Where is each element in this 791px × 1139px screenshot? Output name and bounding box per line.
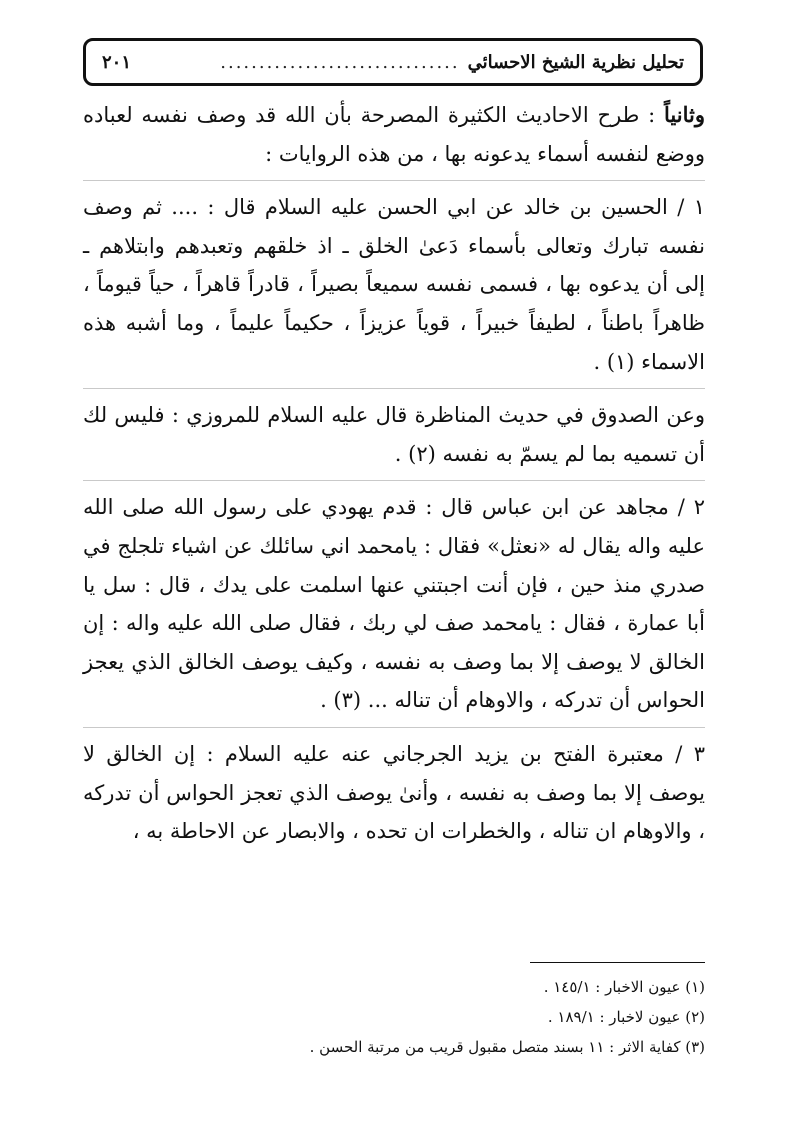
paragraph-intro (83, 96, 705, 173)
paragraph-text: ١ / الحسين بن خالد عن ابي الحسن عليه السلام قال : .... ثم وصف نفسه تبارك وتعالى بأسماء دَعىٰ الخلق ـ اذ خلقهم وتعبدهم وابتلاهم ـ إلى أن يدعوه بها ، فسمى نفسه سميعاً بصيراً ، قادراً قاهراً ، حياً قيوماً ، ظاهراً باطناً ، لطيفاً خبيراً ، قوياً عزيزاً ، حكيماً عليماً ، وما أشبه هذه الاسماء (١) . (83, 195, 705, 374)
footnote-2: (٢) عيون لاخبار : ١٨٩/١ . (547, 1008, 705, 1026)
page-number: ٢٠١ (102, 51, 132, 73)
running-header (83, 38, 703, 86)
paragraph-text: : طرح الاحاديث الكثيرة المصرحة بأن الله قد وصف نفسه لعباده ووضع لنفسه أسماء يدعونه بها ، من هذه الروايات : (83, 103, 705, 166)
header-title: تحليل نظرية الشيخ الاحسائي (467, 51, 684, 73)
paragraph-narration-2 (83, 480, 705, 720)
paragraph-text: ٢ / مجاهد عن ابن عباس قال : قدم يهودي على رسول الله صلى الله عليه واله يقال له «نعثل» فقال : يامحمد اني سائلك عن اشياء تلجلج في صدري منذ حين ، فإن أنت اجبتني عنها اسلمت على يدك ، قال : سل يا أبا عمارة ، فقال : يامحمد صف لي ربك ، فقال صلى الله عليه واله : إن الخالق لا يوصف إلا بما وصف به نفسه ، وكيف يوصف الخالق الذي يعجز الحواس أن تدركه ، والاوهام أن تناله ... (٣) . (83, 495, 705, 713)
paragraph-saduq (83, 388, 705, 473)
footnotes (83, 972, 705, 1062)
paragraph-text: ٣ / معتبرة الفتح بن يزيد الجرجاني عنه عليه السلام : إن الخالق لا يوصف إلا بما وصف به نفسه ، وأنىٰ يوصف الذي تعجز الحواس أن تدركه ، والاوهام ان تناله ، والخطرات ان تحده ، والابصار عن الاحاطة به ، (83, 741, 705, 844)
paragraph-lead: وثانياً (664, 102, 705, 127)
footnote-3: (٣) كفاية الاثر : ١١ بسند متصل مقبول قريب من مرتبة الحسن . (309, 1038, 705, 1056)
header-dot-leader: ............................... (220, 51, 460, 73)
footnote-separator (530, 962, 705, 963)
paragraph-narration-1 (83, 180, 705, 381)
paragraph-narration-3 (83, 727, 705, 851)
footnote-1: (١) عيون الاخبار : ١٤٥/١ . (543, 978, 705, 996)
paragraph-text: وعن الصدوق في حديث المناظرة قال عليه السلام للمروزي : فليس لك أن تسميه بما لم يسمّ به نفسه (٢) . (83, 403, 705, 466)
main-text (83, 96, 705, 851)
